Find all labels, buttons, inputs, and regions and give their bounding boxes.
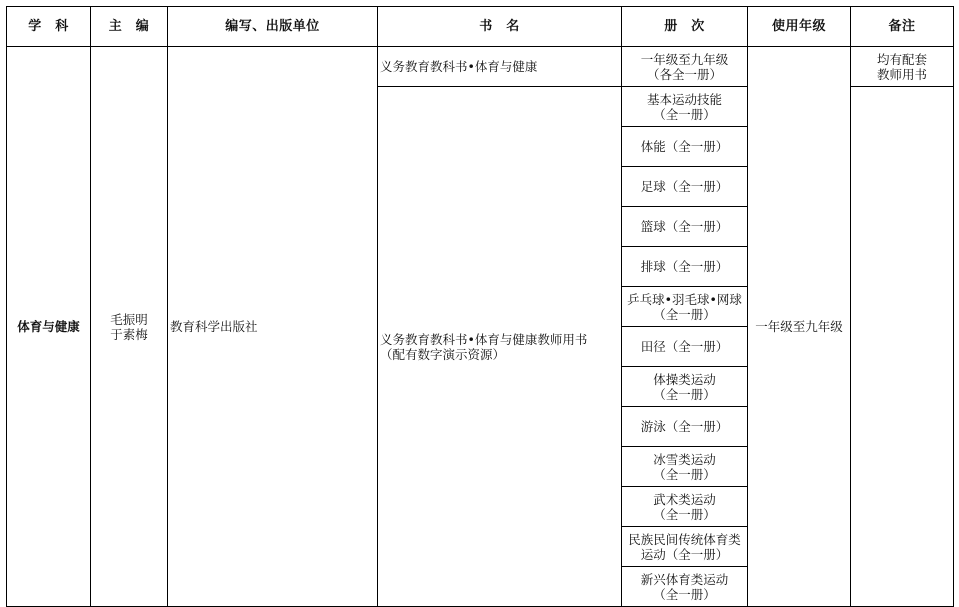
header-volume: 册 次 (622, 7, 748, 47)
table-row (7, 47, 954, 87)
header-remarks: 备注 (851, 7, 954, 47)
book-teacher-cell: 义务教育教科书•体育与健康教师用书 （配有数字演示资源） (378, 87, 622, 607)
volume-cell: 冰雪类运动 （全一册） (622, 447, 748, 487)
subject-cell: 体育与健康 (7, 47, 91, 607)
volume-cell: 民族民间传统体育类 运动（全一册） (622, 527, 748, 567)
volume-cell: 游泳（全一册） (622, 407, 748, 447)
header-editor: 主 编 (91, 7, 168, 47)
editor-cell: 毛振明 于素梅 (91, 47, 168, 607)
volume-cell: 田径（全一册） (622, 327, 748, 367)
publisher-cell: 教育科学出版社 (168, 47, 378, 607)
volume-cell: 足球（全一册） (622, 167, 748, 207)
header-row (7, 7, 954, 47)
remarks-empty-cell (851, 87, 954, 607)
volume-cell: 体操类运动 （全一册） (622, 367, 748, 407)
volume-cell: 基本运动技能 （全一册） (622, 87, 748, 127)
volume-cell: 武术类运动 （全一册） (622, 487, 748, 527)
header-publisher: 编写、出版单位 (168, 7, 378, 47)
textbook-table (6, 6, 954, 607)
header-grade: 使用年级 (748, 7, 851, 47)
volume-cell: 体能（全一册） (622, 127, 748, 167)
remarks-cell: 均有配套 教师用书 (851, 47, 954, 87)
volume-cell: 新兴体育类运动 （全一册） (622, 567, 748, 607)
header-book: 书 名 (378, 7, 622, 47)
volume-cell: 一年级至九年级 （各全一册） (622, 47, 748, 87)
volume-cell: 乒乓球•羽毛球•网球 （全一册） (622, 287, 748, 327)
volume-cell: 排球（全一册） (622, 247, 748, 287)
volume-cell: 篮球（全一册） (622, 207, 748, 247)
header-subject: 学 科 (7, 7, 91, 47)
book-textbook-cell: 义务教育教科书•体育与健康 (378, 47, 622, 87)
grade-cell: 一年级至九年级 (748, 47, 851, 607)
